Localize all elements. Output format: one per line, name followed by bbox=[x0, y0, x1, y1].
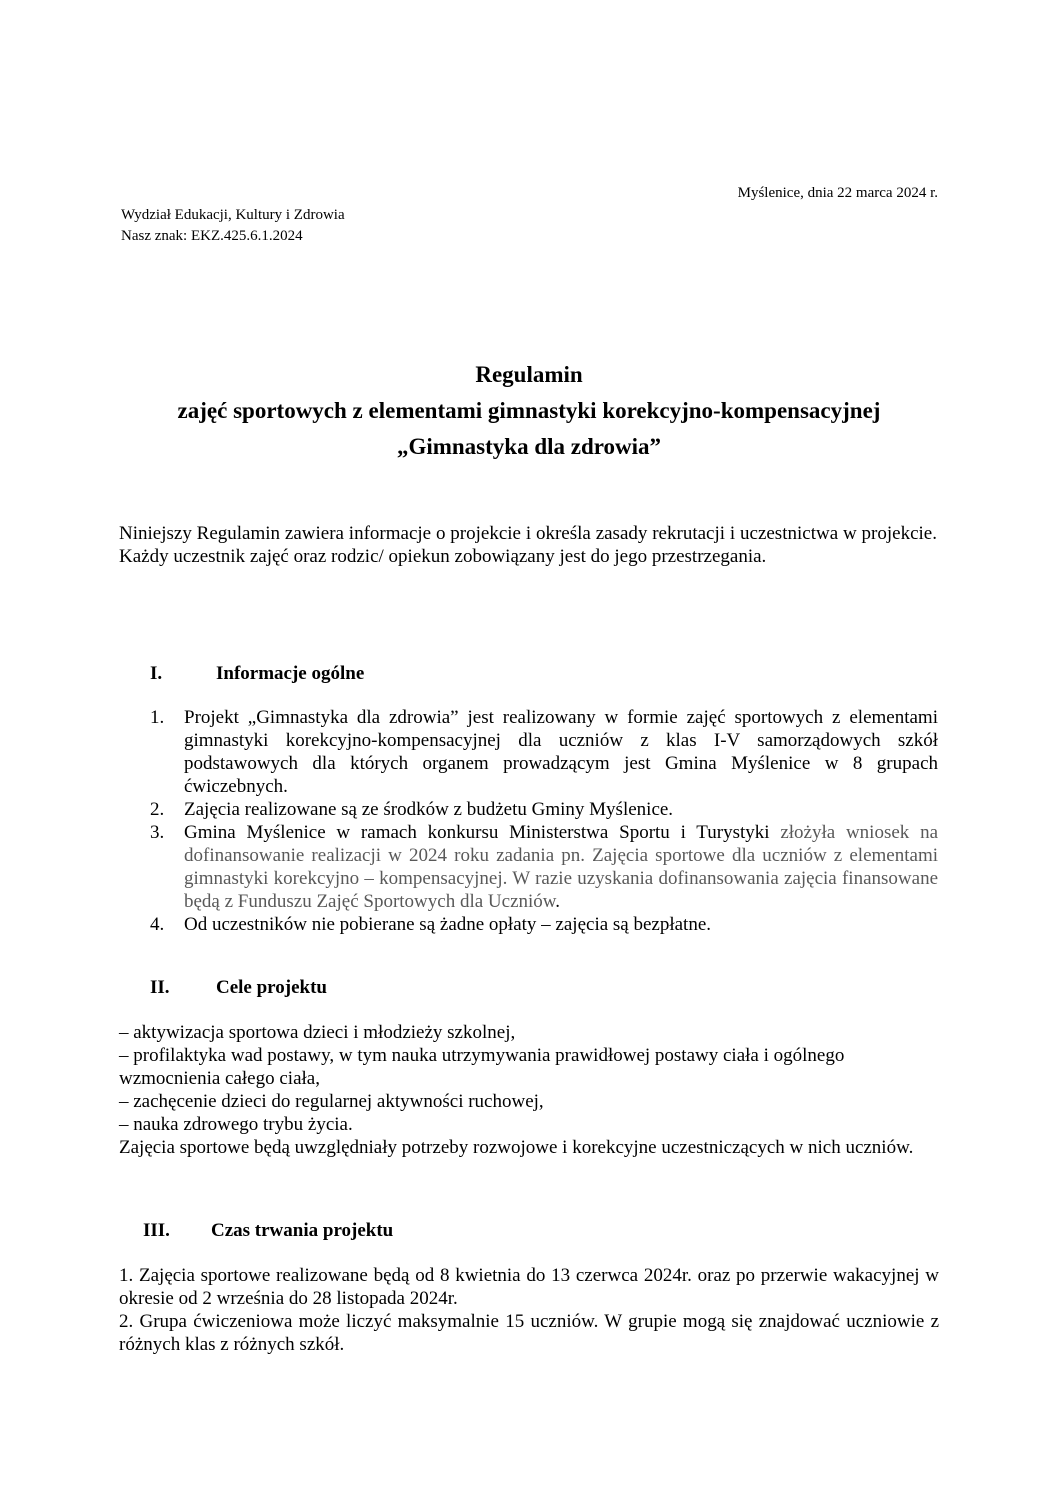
section-1-title: Informacje ogólne bbox=[216, 663, 365, 684]
title-line-2: zajęć sportowych z elementami gimnastyki korekcyjno-kompensacyjnej bbox=[177, 398, 881, 423]
list-item-text-end: . bbox=[555, 891, 561, 912]
list-item-number: 4. bbox=[150, 914, 165, 935]
list-item-text: Projekt „Gimnastyka dla zdrowia” jest realizowany w formie zajęć sportowych z elementami gimnastyki korekcyjno-kompensacyjnej dla uczniów z klas I-V samorządowych szkół podstawowych dla których organem prowadzącym jest Gmina Myślenice w 8 grupach ćwiczebnych. bbox=[184, 707, 938, 797]
duration-paragraph: 1. Zajęcia sportowe realizowane będą od 8 kwietnia do 13 czerwca 2024r. oraz po przerwie wakacyjnej w okresie od 2 września do 28 listopada 2024r. bbox=[119, 1265, 939, 1309]
section-3-number: III. bbox=[143, 1220, 170, 1241]
list-item-text: Od uczestników nie pobierane są żadne opłaty – zajęcia są bezpłatne. bbox=[184, 914, 712, 935]
list-item bbox=[150, 706, 938, 798]
goal-line: – nauka zdrowego trybu życia. bbox=[119, 1114, 353, 1135]
section-2-heading bbox=[150, 976, 327, 999]
goal-line: – aktywizacja sportowa dzieci i młodzieży szkolnej, bbox=[119, 1022, 516, 1043]
list-item-text: Gmina Myślenice w ramach konkursu Ministerstwa Sportu i Turystyki bbox=[184, 822, 781, 843]
goal-line: – zachęcenie dzieci do regularnej aktywności ruchowej, bbox=[119, 1091, 544, 1112]
section-3-heading bbox=[143, 1219, 393, 1242]
section-2-title: Cele projektu bbox=[216, 977, 327, 998]
document-title bbox=[60, 357, 998, 465]
section-3-title: Czas trwania projektu bbox=[211, 1220, 394, 1241]
project-goals bbox=[119, 1021, 939, 1159]
list-item bbox=[150, 913, 938, 936]
title-line-1: Regulamin bbox=[475, 362, 583, 387]
goal-summary: Zajęcia sportowe będą uwzględniały potrzeby rozwojowe i korekcyjne uczestniczących w nich uczniów. bbox=[119, 1137, 914, 1158]
section-2-number: II. bbox=[150, 977, 170, 998]
list-item-number: 3. bbox=[150, 822, 165, 843]
intro-paragraph: Niniejszy Regulamin zawiera informacje o projekcie i określa zasady rekrutacji i uczestnictwa w projekcie. Każdy uczestnik zajęć oraz rodzic/ opiekun zobowiązany jest do jego przestrzegania. bbox=[119, 523, 937, 567]
reference-number: Nasz znak: EKZ.425.6.1.2024 bbox=[121, 228, 303, 244]
project-duration bbox=[119, 1264, 939, 1356]
list-item bbox=[150, 821, 938, 913]
list-item-number: 2. bbox=[150, 799, 165, 820]
section-1-number: I. bbox=[150, 663, 163, 684]
duration-paragraph: 2. Grupa ćwiczeniowa może liczyć maksymalnie 15 uczniów. W grupie mogą się znajdować uczniowie z różnych klas z różnych szkół. bbox=[119, 1311, 939, 1355]
list-item-text-gray: złożyła wniosek na dofinansowanie realizacji w 2024 roku zadania pn. Zajęcia sportowe dla uczniów z elementami gimnastyki korekcyjno – kompensacyjnej. W razie uzyskania dofinansowania zajęcia finansowane będą z Funduszu Zajęć Sportowych dla Uczniów bbox=[184, 822, 938, 912]
list-item bbox=[150, 798, 938, 821]
title-line-3: „Gimnastyka dla zdrowia” bbox=[396, 434, 662, 459]
general-info-list bbox=[150, 706, 938, 936]
date-line: Myślenice, dnia 22 marca 2024 r. bbox=[737, 185, 938, 201]
list-item-number: 1. bbox=[150, 707, 165, 728]
section-1-heading bbox=[150, 662, 364, 685]
list-item-text: Zajęcia realizowane są ze środków z budżetu Gminy Myślenice. bbox=[184, 799, 674, 820]
goal-line: – profilaktyka wad postawy, w tym nauka utrzymywania prawidłowej postawy ciała i ogólnego wzmocnienia całego ciała, bbox=[119, 1045, 845, 1089]
department-name: Wydział Edukacji, Kultury i Zdrowia bbox=[121, 207, 345, 223]
